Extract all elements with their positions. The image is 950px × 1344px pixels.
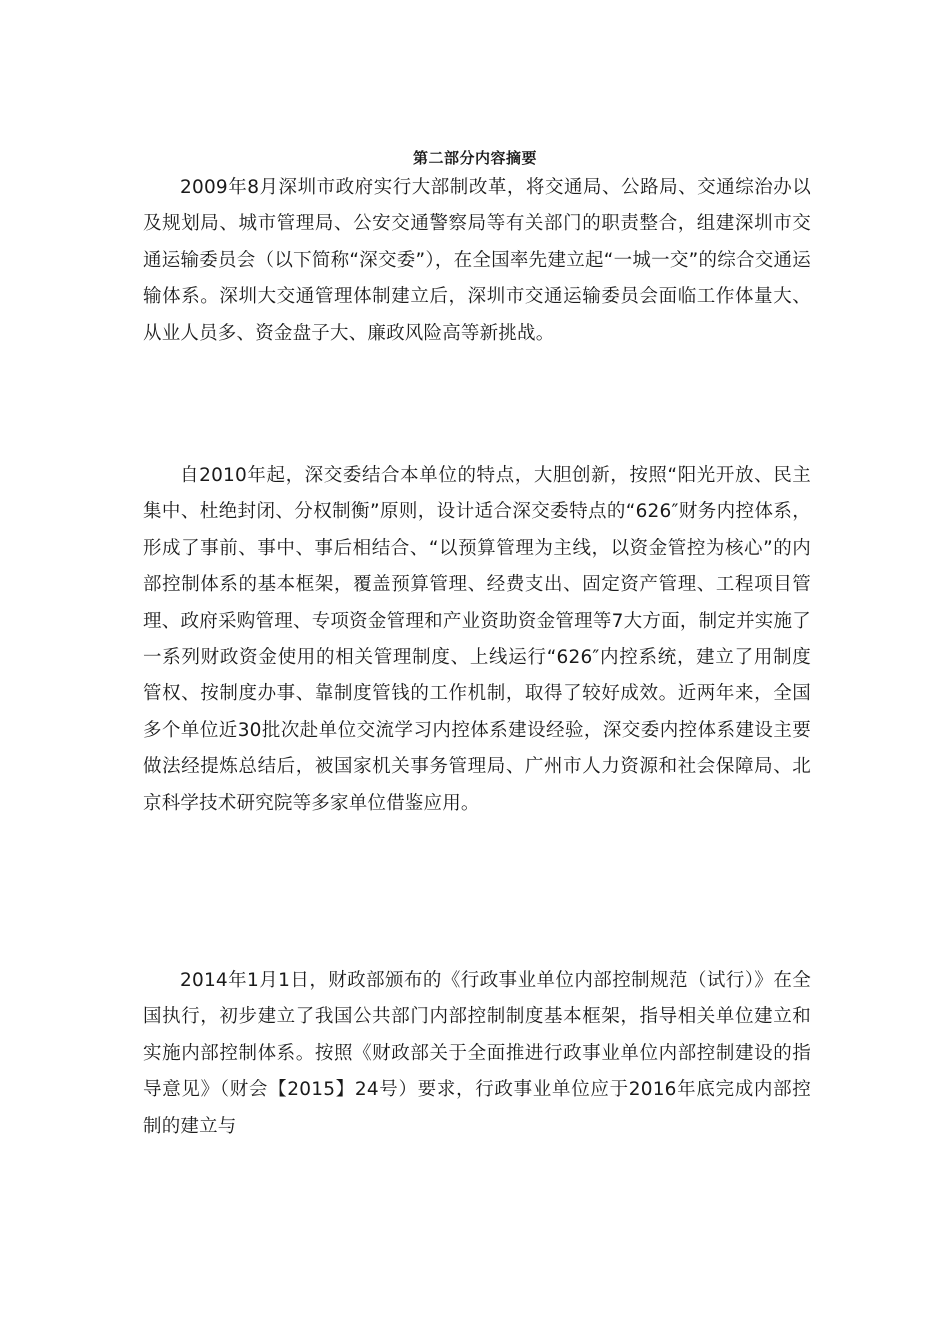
- paragraph-reform: 2009年8月深圳市政府实行大部制改革，将交通局、公路局、交通综治办以及规划局、城市管理局、公安交通警察局等有关部门的职责整合，组建深圳市交通运输委员会（以下简称“深交委”），在全国率先建立起“一城一交”的综合交通运输体系。深圳大交通管理体制建立后，深圳市交通运输委员会面临工作体量大、从业人员多、资金盘子大、廉政风险高等新挑战。: [143, 177, 811, 344]
- paragraph-national-regulation: 2014年1月1日，财政部颁布的《行政事业单位内部控制规范（试行）》在全国执行，初步建立了我国公共部门内部控制制度基本框架，指导相关单位建立和实施内部控制体系。按照《财政部关于全面推进行政事业单位内部控制建设的指导意见》（财会【2015】24号）要求，行政事业单位应于2016年底完成内部控制的建立与: [143, 970, 811, 1137]
- document-title: 第二部分内容摘要: [412, 149, 537, 167]
- paragraph-internal-control-system: 自2010年起，深交委结合本单位的特点，大胆创新，按照“阳光开放、民主集中、杜绝封闭、分权制衡”原则，设计适合深交委特点的“626″财务内控体系，形成了事前、事中、事后相结合、“以预算管理为主线，以资金管控为核心”的内部控制体系的基本框架，覆盖预算管理、经费支出、固定资产管理、工程项目管理、政府采购管理、专项资金管理和产业资助资金管理等7大方面，制定并实施了一系列财政资金使用的相关管理制度、上线运行“626″内控系统，建立了用制度管权、按制度办事、靠制度管钱的工作机制，取得了较好成效。近两年来，全国多个单位近30批次赴单位交流学习内控体系建设经验，深交委内控体系建设主要做法经提炼总结后，被国家机关事务管理局、广州市人力资源和社会保障局、北京科学技术研究院等多家单位借鉴应用。: [143, 465, 811, 814]
